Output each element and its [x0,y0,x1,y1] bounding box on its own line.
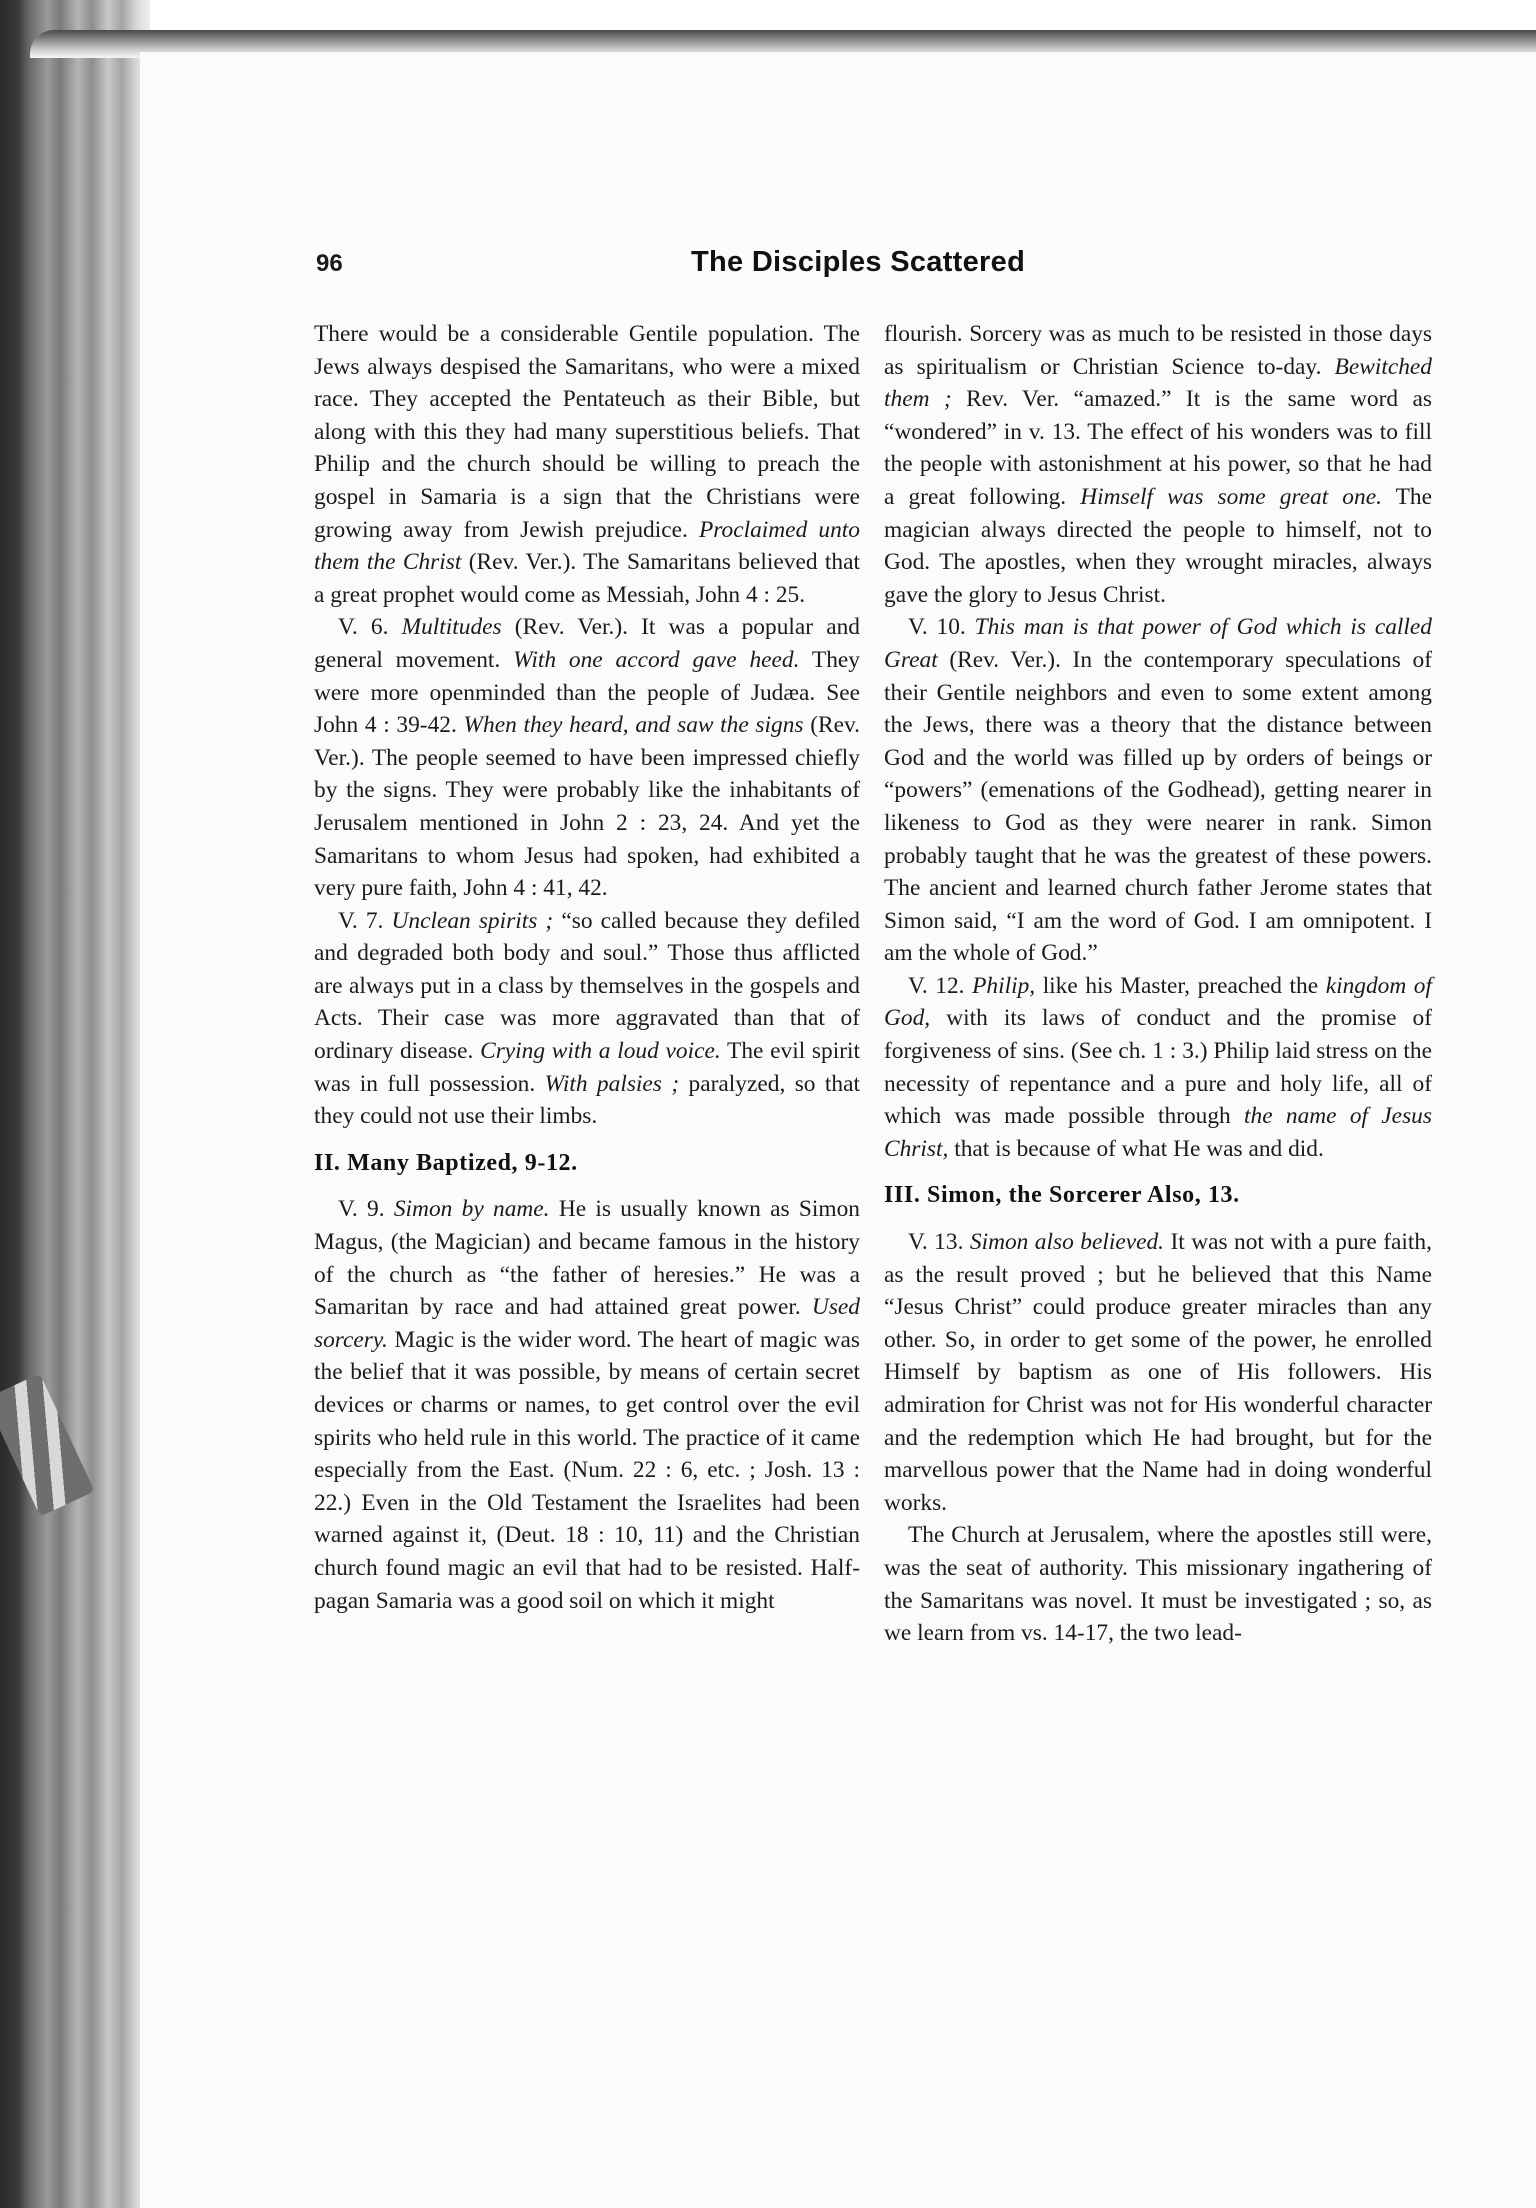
paragraph: V. 7. Unclean spirits ; “so called because they defiled and degraded both body and soul.” Those thus afflicted are always put in a class by themselves in the gospels and Acts. Their case was more aggravated than that of ordinary disease. Crying with a loud voice. The evil spirit was in full possession. With palsies ; paralyzed, so that they could not use their limbs. [314,907,860,1130]
paragraph: V. 9. Simon by name. He is usually known as Simon Magus, (the Magician) and became famous in the history of the church as “the father of heresies.” He was a Samaritan by race and had attained great power. Used sorcery. Magic is the wider word. The heart of magic was the belief that it was possible, by means of certain secret devices or charms or names, to get control over the evil spirits who held rule in this world. The practice of it came especially from the East. (Num. 22 : 6, etc. ; Josh. 13 : 22.) Even in the Old Testament the Israelites had been warned against it, (Deut. 18 : 10, 11) and the Christian church found magic an evil that had to be resisted. Half-pagan Samaria was a good soil on which it might [314,1196,860,1614]
page-header [316,246,1426,286]
paragraph: V. 13. Simon also believed. It was not with a pure faith, as the result proved ; but he believed that this Name “Jesus Christ” could produce greater miracles than any other. So, in order to get some of the power, he enrolled Himself by baptism as one of His followers. His admiration for Christ was not for His wonderful character and the redemption which He had brought, but for the marvellous power that the Name had in doing wonderful works. [884,1229,1432,1516]
book-binding [0,0,150,2208]
paragraph: V. 6. Multitudes (Rev. Ver.). It was a popular and general movement. With one accord gave heed. They were more openminded than the people of Judæa. See John 4 : 39-42. When they heard, and saw the signs (Rev. Ver.). The people seemed to have been impressed chiefly by the signs. They were probably like the inhabitants of Jerusalem mentioned in John 2 : 23, 24. And yet the Samaritans to whom Jesus had spoken, had exhibited a very pure faith, John 4 : 41, 42. [314,614,860,902]
left-column [314,318,860,1617]
paragraph: V. 10. This man is that power of God which is called Great (Rev. Ver.). In the contemporary speculations of their Gentile neighbors and even to some extent among the Jews, there was a theory that the distance between God and the world was filled up by orders of beings or “powers” (emenations of the Godhead), getting nearer in likeness to God as they were nearer in rank. Simon probably taught that he was the greatest of these powers. The ancient and learned church father Jerome states that Simon said, “I am the word of God. I am omnipotent. I am the whole of God.” [884,614,1432,967]
running-title: The Disciples Scattered [691,246,1026,278]
paragraph: The Church at Jerusalem, where the apostles still were, was the seat of authority. This missionary ingathering of the Samaritans was novel. It must be investigated ; so, as we learn from vs. 14-17, the two lead- [884,1522,1432,1647]
section-heading: III. Simon, the Sorcerer Also, 13. [884,1182,1240,1209]
page-number: 96 [316,250,343,277]
paragraph: V. 12. Philip, like his Master, preached the kingdom of God, with its laws of conduct and the promise of forgiveness of sins. (See ch. 1 : 3.) Philip laid stress on the necessity of repentance and a pure and holy life, all of which was made possible through the name of Jesus Christ, that is because of what He was and did. [884,972,1433,1162]
paragraph: flourish. Sorcery was as much to be resisted in those days as spiritualism or Christian Science to-day. Bewitched them ; Rev. Ver. “amazed.” It is the same word as “wondered” in v. 13. The effect of his wonders was to fill the people with astonishment at his power, so that he had a great following. Himself was some great one. The magician always directed the people to himself, not to God. The apostles, when they wrought miracles, always gave the glory to Jesus Christ. [884,321,1432,608]
paragraph: There would be a considerable Gentile population. The Jews always despised the Samaritans, who were a mixed race. They accepted the Pentateuch as their Bible, but along with this they had many superstitious beliefs. That Philip and the church should be willing to preach the gospel in Samaria is a sign that the Christians were growing away from Jewish prejudice. Proclaimed unto them the Christ (Rev. Ver.). The Samaritans believed that a great prophet would come as Messiah, John 4 : 25. [314,321,860,608]
right-column [884,318,1432,1650]
section-heading: II. Many Baptized, 9-12. [314,1149,578,1176]
